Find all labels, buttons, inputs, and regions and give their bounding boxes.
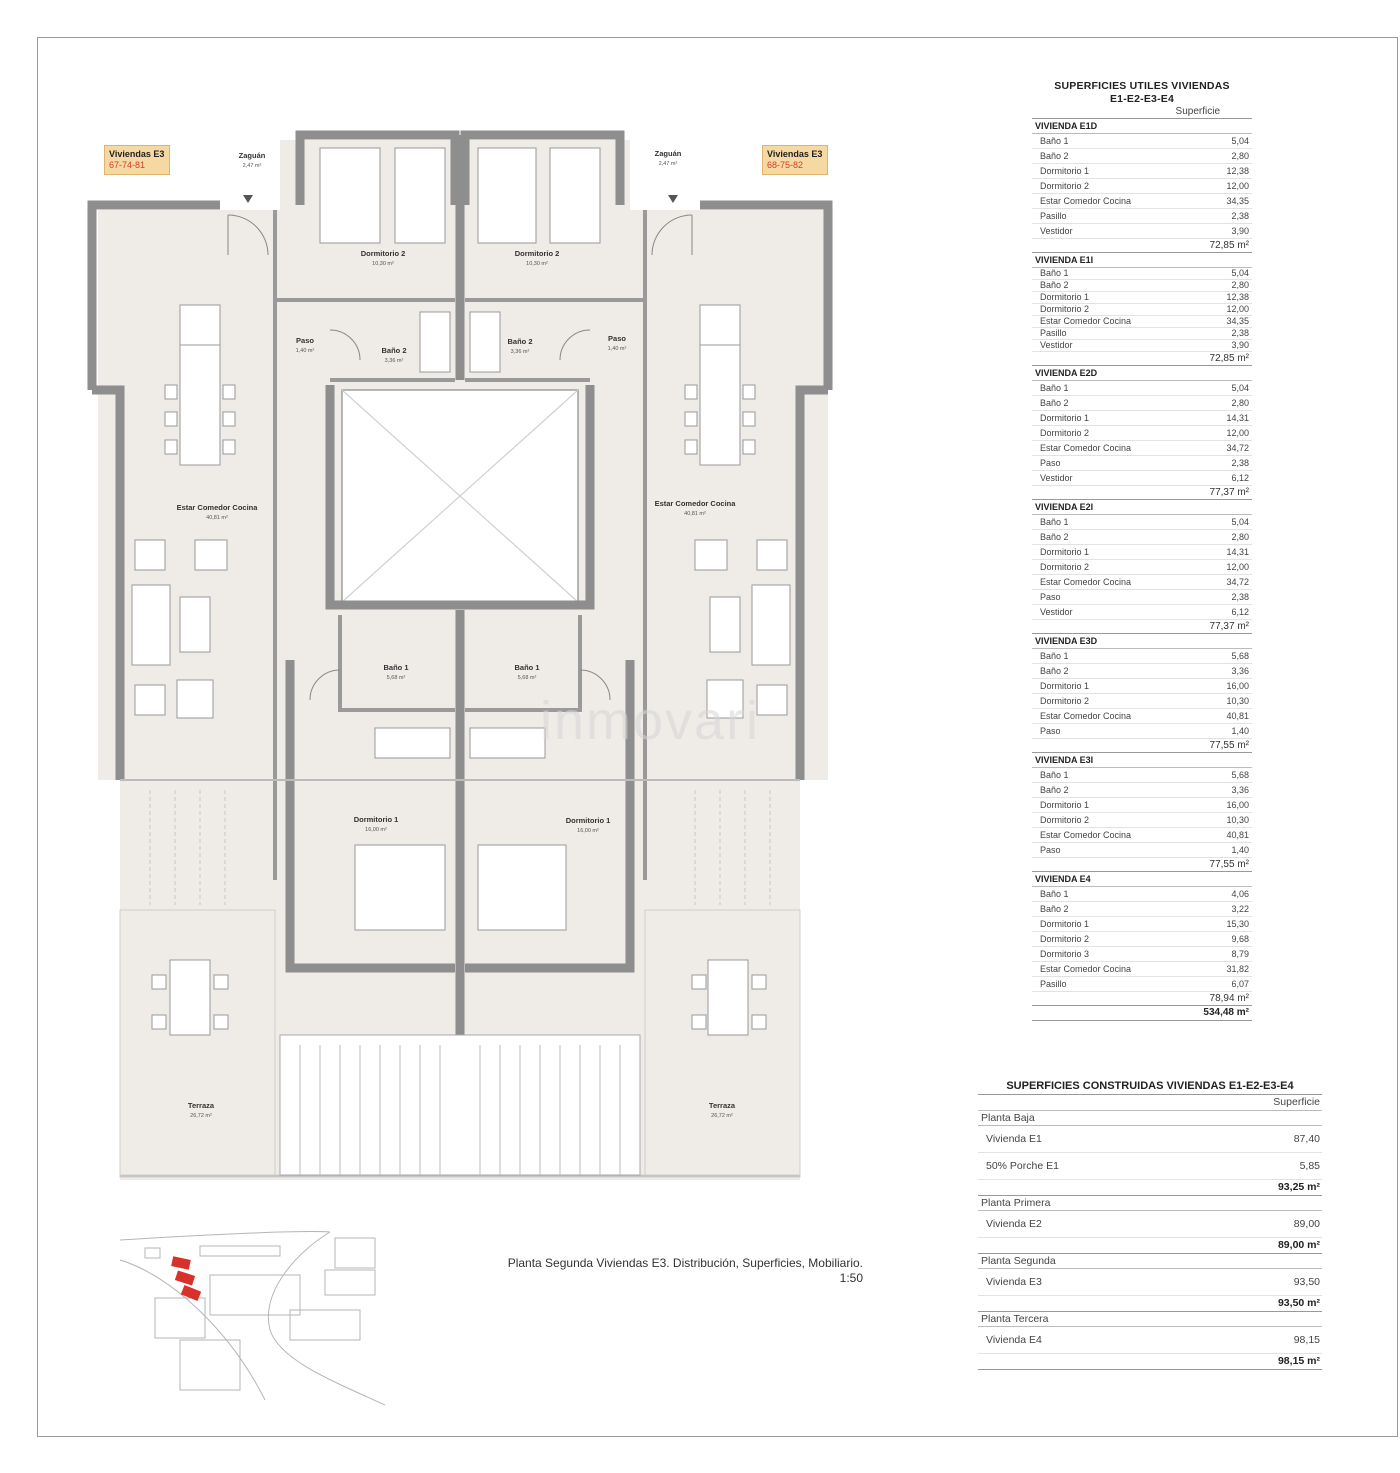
- row-label: Estar Comedor Cocina: [1040, 830, 1132, 840]
- row-value: 2,80: [1231, 398, 1249, 408]
- room-area: 1,40 m²: [607, 346, 627, 352]
- row-label: Vivienda E1: [986, 1133, 1042, 1145]
- room-area: 5,68 m²: [386, 675, 406, 681]
- room-label: Estar Comedor Cocina: [176, 503, 258, 512]
- room-label: Dormitorio 2: [514, 249, 560, 258]
- section-header: VIVIENDA E1D: [1032, 119, 1252, 134]
- section-total: 89,00 m²: [978, 1238, 1322, 1254]
- row-label: Estar Comedor Cocina: [1040, 443, 1132, 453]
- row-label: Pasillo: [1040, 328, 1067, 338]
- row-label: Dormitorio 2: [1040, 428, 1090, 438]
- table-row: [1032, 280, 1252, 292]
- row-value: 14,31: [1226, 547, 1249, 557]
- row-value: 12,00: [1226, 304, 1249, 314]
- row-value: 5,04: [1231, 268, 1249, 278]
- room-area: 16,00 m²: [577, 828, 599, 834]
- row-label: Dormitorio 1: [1040, 800, 1090, 810]
- table-row: [1032, 209, 1252, 224]
- table-row: [1032, 605, 1252, 620]
- row-label: Baño 1: [1040, 268, 1069, 278]
- row-value: 87,40: [1293, 1133, 1320, 1145]
- row-label: Baño 1: [1040, 889, 1069, 899]
- row-label: Dormitorio 1: [1040, 166, 1090, 176]
- room-area: 3,36 m²: [384, 358, 404, 364]
- table-row: [1032, 813, 1252, 828]
- section-total: 78,94 m²: [1032, 992, 1252, 1006]
- table-row: [1032, 530, 1252, 545]
- table-row: [1032, 828, 1252, 843]
- row-value: 31,82: [1226, 964, 1249, 974]
- table-row: [1032, 887, 1252, 902]
- table-row: [1032, 768, 1252, 783]
- table-row: [1032, 783, 1252, 798]
- room-label: Paso: [608, 334, 626, 343]
- site-map: [120, 1232, 385, 1405]
- room-area: 10,30 m²: [372, 261, 394, 267]
- table-row: [978, 1153, 1322, 1180]
- row-value: 2,38: [1231, 458, 1249, 468]
- row-label: Vestidor: [1040, 473, 1073, 483]
- unit-tag-left: [104, 145, 170, 175]
- row-value: 2,80: [1231, 532, 1249, 542]
- row-label: Baño 2: [1040, 785, 1069, 795]
- table-row: [1032, 798, 1252, 813]
- row-value: 3,90: [1231, 340, 1249, 350]
- row-label: Baño 1: [1040, 770, 1069, 780]
- row-label: Dormitorio 1: [1040, 919, 1090, 929]
- table-row: [978, 1211, 1322, 1238]
- row-value: 5,04: [1231, 517, 1249, 527]
- table-row: [1032, 590, 1252, 605]
- unit-tag-right: [762, 145, 828, 175]
- row-label: Baño 2: [1040, 904, 1069, 914]
- row-value: 12,00: [1226, 428, 1249, 438]
- table-row: [1032, 575, 1252, 590]
- row-value: 34,72: [1226, 443, 1249, 453]
- caption-title: Planta Segunda Viviendas E3. Distribución, Superficies, Mobiliario.: [507, 1256, 863, 1270]
- row-label: Baño 2: [1040, 151, 1069, 161]
- room-area: 2,47 m²: [658, 161, 678, 167]
- row-value: 15,30: [1226, 919, 1249, 929]
- room-label: Dormitorio 2: [360, 249, 406, 258]
- row-value: 2,38: [1231, 328, 1249, 338]
- table-row: [1032, 268, 1252, 280]
- row-value: 12,00: [1226, 181, 1249, 191]
- room-area: 1,40 m²: [295, 348, 315, 354]
- watermark: inmovari: [540, 691, 761, 751]
- room-label: Dormitorio 1: [565, 816, 611, 825]
- table-row: [1032, 396, 1252, 411]
- table-row: [1032, 917, 1252, 932]
- table-row: [1032, 194, 1252, 209]
- table-row: [1032, 224, 1252, 239]
- row-label: Dormitorio 2: [1040, 696, 1090, 706]
- section-total: 77,55 m²: [1032, 858, 1252, 872]
- table-row: [1032, 411, 1252, 426]
- row-value: 3,36: [1231, 666, 1249, 676]
- row-label: Dormitorio 2: [1040, 815, 1090, 825]
- section-header: Planta Baja: [978, 1111, 1322, 1126]
- table-row: [1032, 694, 1252, 709]
- row-value: 4,06: [1231, 889, 1249, 899]
- section-total: 98,15 m²: [978, 1354, 1322, 1370]
- row-value: 9,68: [1231, 934, 1249, 944]
- section-total: 77,37 m²: [1032, 486, 1252, 500]
- row-value: 93,50: [1293, 1276, 1320, 1288]
- row-label: Vestidor: [1040, 226, 1073, 236]
- table-row: [1032, 902, 1252, 917]
- row-value: 98,15: [1293, 1334, 1320, 1346]
- table-row: [1032, 134, 1252, 149]
- built-table-title: SUPERFICIES CONSTRUIDAS VIVIENDAS E1-E2-E3-E4: [978, 1078, 1322, 1095]
- row-label: Baño 1: [1040, 383, 1069, 393]
- room-label: Terraza: [708, 1101, 736, 1110]
- row-label: Baño 2: [1040, 280, 1069, 290]
- row-value: 1,40: [1231, 726, 1249, 736]
- table-row: [1032, 316, 1252, 328]
- table-row: [1032, 545, 1252, 560]
- room-area: 40,81 m²: [206, 515, 228, 521]
- row-value: 16,00: [1226, 800, 1249, 810]
- room-area: 26,72 m²: [711, 1113, 733, 1119]
- section-total: 93,50 m²: [978, 1296, 1322, 1312]
- row-label: Estar Comedor Cocina: [1040, 711, 1132, 721]
- table-row: [1032, 179, 1252, 194]
- table-row: [1032, 164, 1252, 179]
- row-value: 5,85: [1299, 1160, 1320, 1172]
- room-area: 5,68 m²: [517, 675, 537, 681]
- row-label: Baño 2: [1040, 666, 1069, 676]
- row-label: Baño 1: [1040, 136, 1069, 146]
- row-value: 5,68: [1231, 651, 1249, 661]
- room-label: Baño 1: [383, 663, 409, 672]
- row-label: Dormitorio 1: [1040, 681, 1090, 691]
- table-row: [1032, 149, 1252, 164]
- row-value: 12,00: [1226, 562, 1249, 572]
- row-value: 3,36: [1231, 785, 1249, 795]
- row-value: 8,79: [1231, 949, 1249, 959]
- room-area: 16,00 m²: [365, 827, 387, 833]
- row-label: 50% Porche E1: [986, 1160, 1059, 1172]
- useful-grand-total: 534,48 m²: [1032, 1006, 1252, 1021]
- built-surfaces-table: [978, 1078, 1322, 1370]
- useful-table-title: SUPERFICIES UTILES VIVIENDAS: [1054, 80, 1230, 92]
- row-label: Paso: [1040, 592, 1061, 602]
- table-row: [1032, 340, 1252, 352]
- table-row: [1032, 947, 1252, 962]
- room-label: Zaguán: [238, 151, 266, 160]
- section-header: VIVIENDA E4: [1032, 872, 1252, 887]
- row-label: Vivienda E4: [986, 1334, 1042, 1346]
- room-area: 40,81 m²: [684, 511, 706, 517]
- table-row: [1032, 977, 1252, 992]
- section-header: VIVIENDA E1I: [1032, 253, 1252, 268]
- table-row: [1032, 456, 1252, 471]
- row-label: Dormitorio 2: [1040, 304, 1090, 314]
- row-label: Dormitorio 2: [1040, 934, 1090, 944]
- row-label: Dormitorio 2: [1040, 181, 1090, 191]
- table-row: [978, 1269, 1322, 1296]
- table-row: [1032, 426, 1252, 441]
- table-row: [1032, 649, 1252, 664]
- room-label: Dormitorio 1: [353, 815, 399, 824]
- row-label: Paso: [1040, 458, 1061, 468]
- room-label: Terraza: [187, 1101, 215, 1110]
- table-row: [1032, 679, 1252, 694]
- table-row: [1032, 515, 1252, 530]
- table-row: [978, 1327, 1322, 1354]
- section-total: 77,37 m²: [1032, 620, 1252, 634]
- table-row: [1032, 709, 1252, 724]
- row-label: Vestidor: [1040, 340, 1073, 350]
- row-value: 3,90: [1231, 226, 1249, 236]
- table-row: [1032, 560, 1252, 575]
- room-label: Baño 1: [514, 663, 540, 672]
- unit-tag-title: Viviendas E3: [109, 149, 165, 159]
- section-header: Planta Primera: [978, 1196, 1322, 1211]
- room-label: Estar Comedor Cocina: [654, 499, 736, 508]
- table-row: [978, 1126, 1322, 1153]
- built-table-column-header: Superficie: [978, 1095, 1322, 1111]
- row-value: 34,72: [1226, 577, 1249, 587]
- row-value: 5,04: [1231, 136, 1249, 146]
- row-label: Dormitorio 1: [1040, 547, 1090, 557]
- section-total: 72,85 m²: [1032, 352, 1252, 366]
- row-label: Dormitorio 3: [1040, 949, 1090, 959]
- table-row: [1032, 932, 1252, 947]
- row-value: 14,31: [1226, 413, 1249, 423]
- row-value: 12,38: [1226, 166, 1249, 176]
- row-value: 5,04: [1231, 383, 1249, 393]
- row-value: 6,12: [1231, 473, 1249, 483]
- section-header: Planta Tercera: [978, 1312, 1322, 1327]
- row-label: Estar Comedor Cocina: [1040, 577, 1132, 587]
- row-value: 40,81: [1226, 830, 1249, 840]
- table-row: [1032, 441, 1252, 456]
- row-label: Estar Comedor Cocina: [1040, 964, 1132, 974]
- row-value: 2,38: [1231, 592, 1249, 602]
- row-label: Estar Comedor Cocina: [1040, 196, 1132, 206]
- row-value: 10,30: [1226, 815, 1249, 825]
- built-table-body: [978, 1111, 1322, 1370]
- row-value: 2,80: [1231, 280, 1249, 290]
- table-row: [1032, 471, 1252, 486]
- room-area: 26,72 m²: [190, 1113, 212, 1119]
- row-label: Estar Comedor Cocina: [1040, 316, 1132, 326]
- row-value: 16,00: [1226, 681, 1249, 691]
- pergola: [280, 1035, 640, 1175]
- section-total: 72,85 m²: [1032, 239, 1252, 253]
- section-total: 77,55 m²: [1032, 739, 1252, 753]
- row-label: Pasillo: [1040, 979, 1067, 989]
- useful-table-body: [1032, 119, 1252, 1006]
- row-label: Dormitorio 1: [1040, 292, 1090, 302]
- section-header: VIVIENDA E3I: [1032, 753, 1252, 768]
- row-label: Pasillo: [1040, 211, 1067, 221]
- table-row: [1032, 843, 1252, 858]
- unit-tag-numbers: 67-74-81: [109, 160, 146, 170]
- table-row: [1032, 292, 1252, 304]
- table-row: [1032, 962, 1252, 977]
- section-header: Planta Segunda: [978, 1254, 1322, 1269]
- row-value: 5,68: [1231, 770, 1249, 780]
- unit-tag-numbers: 68-75-82: [767, 160, 804, 170]
- row-label: Dormitorio 2: [1040, 562, 1090, 572]
- section-total: 93,25 m²: [978, 1180, 1322, 1196]
- row-label: Dormitorio 1: [1040, 413, 1090, 423]
- row-value: 89,00: [1293, 1218, 1320, 1230]
- row-value: 12,38: [1226, 292, 1249, 302]
- room-label: Baño 2: [381, 346, 407, 355]
- useful-surfaces-table: [1032, 80, 1252, 1021]
- section-header: VIVIENDA E2D: [1032, 366, 1252, 381]
- row-value: 6,12: [1231, 607, 1249, 617]
- row-value: 3,22: [1231, 904, 1249, 914]
- row-label: Baño 2: [1040, 532, 1069, 542]
- row-label: Baño 1: [1040, 651, 1069, 661]
- row-value: 34,35: [1226, 196, 1249, 206]
- row-label: Vestidor: [1040, 607, 1073, 617]
- caption-scale: 1:50: [839, 1271, 863, 1285]
- table-row: [1032, 724, 1252, 739]
- table-row: [1032, 664, 1252, 679]
- useful-table-subtitle: E1-E2-E3-E4: [1109, 93, 1175, 105]
- room-area: 10,30 m²: [526, 261, 548, 267]
- row-value: 34,35: [1226, 316, 1249, 326]
- room-area: 2,47 m²: [242, 163, 262, 169]
- room-label: Baño 2: [507, 337, 533, 346]
- table-row: [1032, 328, 1252, 340]
- row-label: Paso: [1040, 845, 1061, 855]
- useful-table-column-header: Superficie: [1032, 106, 1252, 119]
- table-row: [1032, 381, 1252, 396]
- row-label: Vivienda E2: [986, 1218, 1042, 1230]
- patio: [342, 390, 578, 602]
- section-header: VIVIENDA E3D: [1032, 634, 1252, 649]
- row-label: Baño 1: [1040, 517, 1069, 527]
- table-row: [1032, 304, 1252, 316]
- row-value: 2,38: [1231, 211, 1249, 221]
- room-label: Paso: [296, 336, 314, 345]
- room-label: Zaguán: [654, 149, 682, 158]
- drawing-caption: [440, 1256, 863, 1286]
- row-value: 1,40: [1231, 845, 1249, 855]
- row-label: Paso: [1040, 726, 1061, 736]
- row-value: 2,80: [1231, 151, 1249, 161]
- row-label: Vivienda E3: [986, 1276, 1042, 1288]
- row-label: Baño 2: [1040, 398, 1069, 408]
- row-value: 6,07: [1231, 979, 1249, 989]
- section-header: VIVIENDA E2I: [1032, 500, 1252, 515]
- row-value: 10,30: [1226, 696, 1249, 706]
- row-value: 40,81: [1226, 711, 1249, 721]
- room-area: 3,36 m²: [510, 349, 530, 355]
- unit-tag-title: Viviendas E3: [767, 149, 823, 159]
